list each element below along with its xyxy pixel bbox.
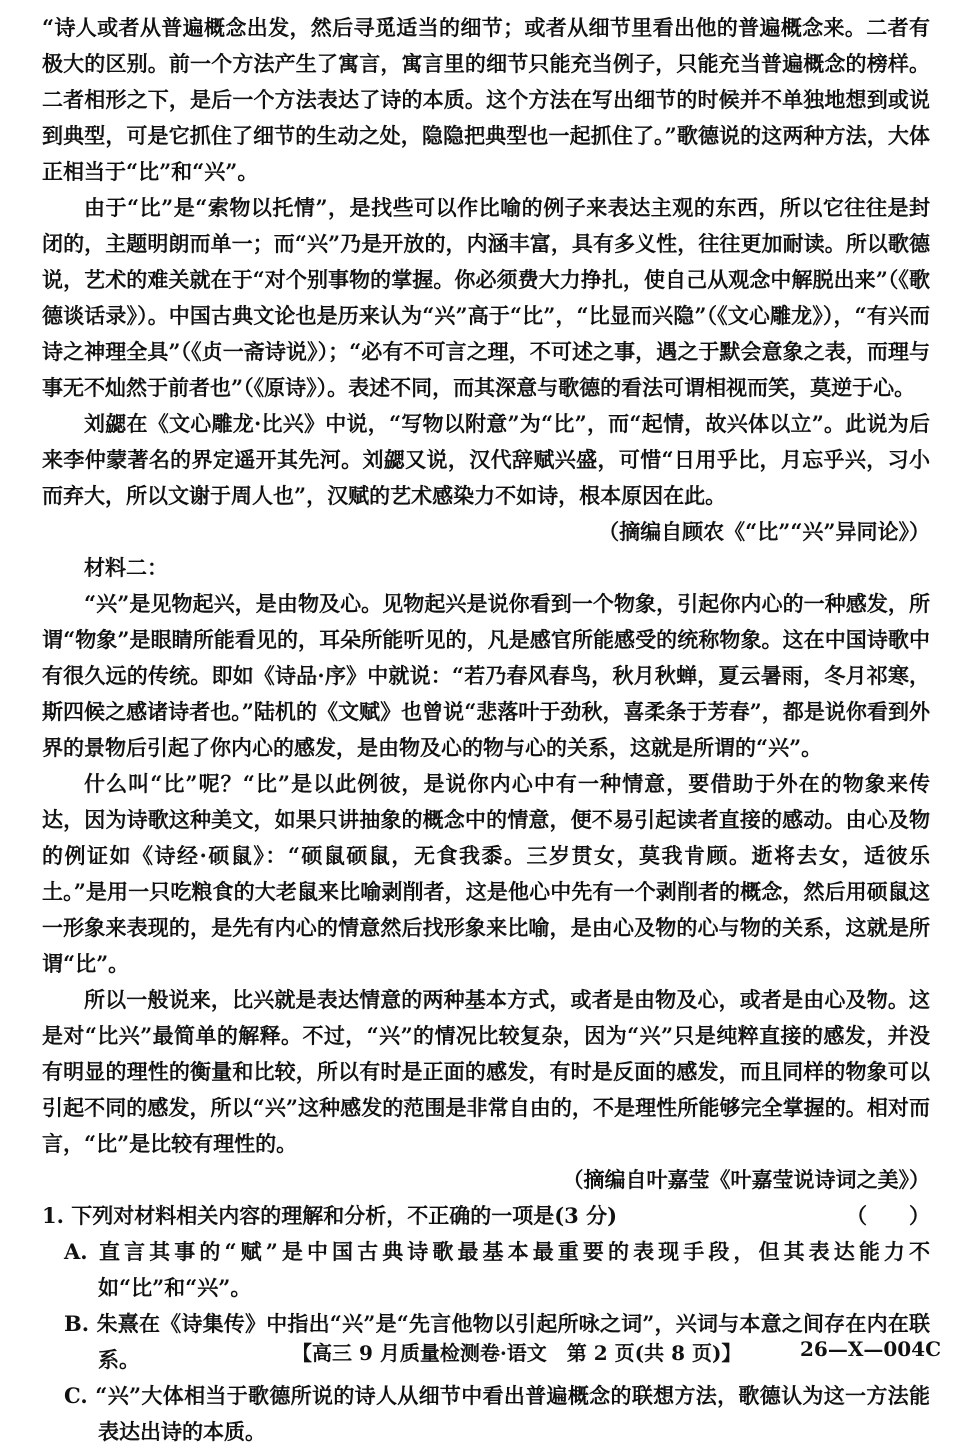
option-c (42, 1378, 930, 1450)
material1-source: （摘编自顾农《“比”“兴”异同论》） (598, 519, 930, 544)
option-a-text: 直言其事的“赋”是中国古典诗歌最基本最重要的表现手段，但其表达能力不如“比”和“兴”。 (98, 1239, 931, 1300)
option-a (42, 1234, 930, 1306)
material2-source: （摘编自叶嘉莹《叶嘉莹说诗词之美》） (562, 1167, 930, 1192)
option-a-label: A. (64, 1239, 88, 1264)
material2-paragraph-1: “兴”是见物起兴，是由物及心。见物起兴是说你看到一个物象，引起你内心的一种感发，所谓“物象”是眼睛所能看见的，耳朵所能听见的，凡是感官所能感受的统称物象。这在中国诗歌中有很久远的传统。即如《诗品·序》中就说：“若乃春风春鸟，秋月秋蝉，夏云暑雨，冬月祁寒，斯四候之感诸诗者也。”陆机的《文赋》也曾说“悲落叶于劲秋，喜柔条于芳春”，都是说你看到外界的景物后引起了你内心的感发，是由物及心的物与心的关系，这就是所谓的“兴”。 (42, 591, 930, 760)
material2-paragraph-3: 所以一般说来，比兴就是表达情意的两种基本方式，或者是由物及心，或者是由心及物。这是对“比兴”最简单的解释。不过，“兴”的情况比较复杂，因为“兴”只是纯粹直接的感发，并没有明显的理性的衡量和比较，所以有时是正面的感发，有时是反面的感发，而且同样的物象可以引起不同的感发，所以“兴”这种感发的范围是非常自由的，不是理性所能够完全掌握的。相对而言，“比”是比较有理性的。 (42, 987, 930, 1156)
footer-title: 【高三 9 月质量检测卷·语文 第 2 页(共 8 页)】 (292, 1341, 742, 1365)
material2-title: 材料二： (84, 555, 168, 580)
question-1 (42, 1198, 930, 1234)
option-b-text: 朱熹在《诗集传》中指出“兴”是“先言他物以引起所咏之词”，兴词与本意之间存在内在联系。 (96, 1311, 930, 1372)
question-1-stem: 1. 下列对材料相关内容的理解和分析，不正确的一项是(3 分) (42, 1203, 618, 1228)
material2-paragraph-2: 什么叫“比”呢？“比”是以此例彼，是说你内心中有一种情意，要借助于外在的物象来传达，因为诗歌这种美文，如果只讲抽象的概念中的情意，便不易引起读者直接的感动。由心及物的例证如《诗经·硕鼠》：“硕鼠硕鼠，无食我黍。三岁贯女，莫我肯顾。逝将去女，适彼乐土。”是用一只吃粮食的大老鼠来比喻剥削者，这是他心中先有一个剥削者的概念，然后用硕鼠这一形象来表现的，是先有内心的情意然后找形象来比喻，是由心及物的心与物的关系，这就是所谓“比”。 (42, 771, 930, 976)
option-c-label: C. (64, 1383, 88, 1408)
footer-code: 26—X—004C (800, 1337, 942, 1361)
option-c-text: “兴”大体相当于歌德所说的诗人从细节中看出普遍概念的联想方法，歌德认为这一方法能表达出诗的本质。 (95, 1383, 931, 1444)
material1-paragraph-3: 刘勰在《文心雕龙·比兴》中说，“写物以附意”为“比”，而“起情，故兴体以立”。此说为后来李仲蒙著名的界定遥开其先河。刘勰又说，汉代辞赋兴盛，可惜“日用乎比，月忘乎兴，习小而弃大，所以文谢于周人也”，汉赋的艺术感染力不如诗，根本原因在此。 (42, 411, 930, 508)
option-b-label: B. (64, 1311, 90, 1336)
document-body (42, 10, 930, 1450)
material1-paragraph-2: 由于“比”是“索物以托情”，是找些可以作比喻的例子来表达主观的东西，所以它往往是封闭的，主题明朗而单一；而“兴”乃是开放的，内涵丰富，具有多义性，往往更加耐读。所以歌德说，艺术的难关就在于“对个别事物的掌握。你必须费大力挣扎，使自己从观念中解脱出来”（《歌德谈话录》）。中国古典文论也是历来认为“兴”高于“比”，“比显而兴隐”（《文心雕龙》），“有兴而诗之神理全具”（《贞一斋诗说》）；“必有不可言之理，不可述之事，遇之于默会意象之表，而理与事无不灿然于前者也”（《原诗》）。表述不同，而其深意与歌德的看法可谓相视而笑，莫逆于心。 (42, 195, 930, 400)
answer-blank: （ ） (846, 1203, 930, 1228)
material1-paragraph-1: “诗人或者从普遍概念出发，然后寻觅适当的细节；或者从细节里看出他的普遍概念来。二者有极大的区别。前一个方法产生了寓言，寓言里的细节只能充当例子，只能充当普遍概念的榜样。二者相形之下，是后一个方法表达了诗的本质。这个方法在写出细节的时候并不单独地想到或说到典型，可是它抓住了细节的生动之处，隐隐把典型也一起抓住了。”歌德说的这两种方法，大体正相当于“比”和“兴”。 (42, 15, 930, 184)
page-footer (0, 1337, 969, 1365)
